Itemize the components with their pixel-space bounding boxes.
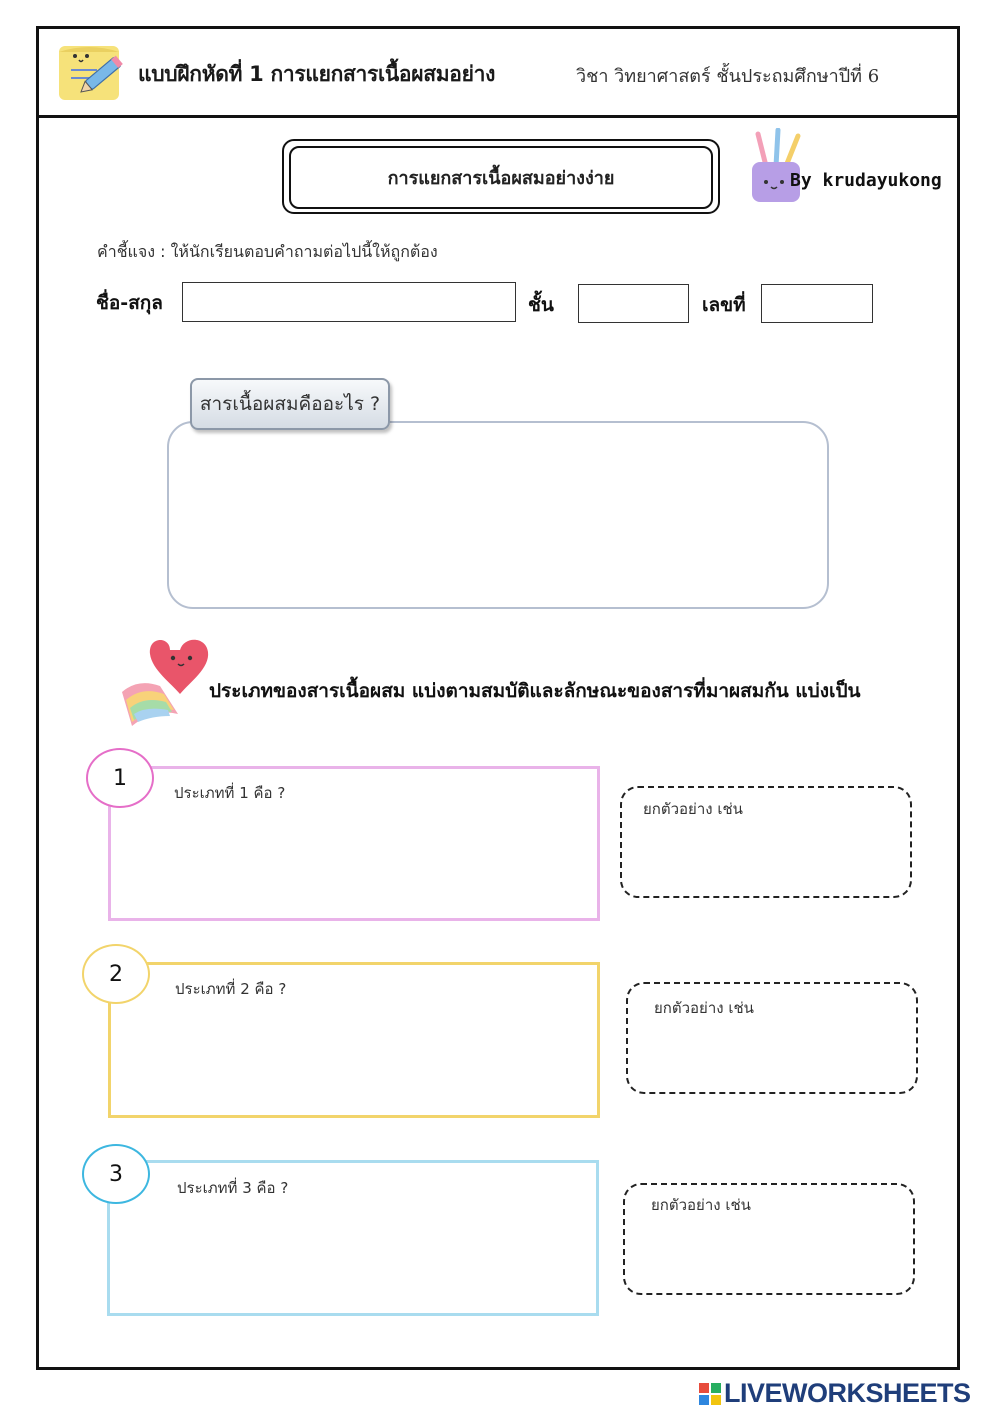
liveworksheets-logo: [698, 1378, 971, 1409]
heart-rainbow-icon: [118, 630, 210, 730]
pencil-cup-icon: [748, 128, 808, 204]
header-divider: [36, 115, 960, 118]
class-input[interactable]: [578, 284, 689, 323]
liveworksheets-logo-icon: [698, 1382, 722, 1406]
note-pencil-icon: [57, 40, 127, 102]
type-2-example-label: ยกตัวอย่าง เช่น: [654, 999, 754, 1017]
type-1-number: 1: [86, 748, 154, 808]
topic-title: การแยกสารเนื้อผสมอย่างง่าย: [289, 146, 713, 209]
footer-brand: LIVEWORKSHEETS: [724, 1378, 971, 1408]
type-3-question: ประเภทที่ 3 คือ ?: [177, 1179, 289, 1197]
question-answer-box[interactable]: [167, 421, 829, 609]
type-1-example-label: ยกตัวอย่าง เช่น: [643, 800, 743, 818]
question-label: สารเนื้อผสมคืออะไร ?: [190, 378, 390, 430]
class-label: ชั้น: [528, 294, 554, 316]
types-heading: ประเภทของสารเนื้อผสม แบ่งตามสมบัติและลักษณะของสารที่มาผสมกัน แบ่งเป็น: [209, 680, 861, 702]
type-1-question: ประเภทที่ 1 คือ ?: [174, 784, 286, 802]
worksheet-title: แบบฝึกหัดที่ 1 การแยกสารเนื้อผสมอย่าง: [138, 62, 496, 86]
name-input[interactable]: [182, 282, 516, 322]
number-input[interactable]: [761, 284, 873, 323]
type-3-example-label: ยกตัวอย่าง เช่น: [651, 1196, 751, 1214]
instruction-text: คำชี้แจง : ให้นักเรียนตอบคำถามต่อไปนี้ให้ถูกต้อง: [97, 242, 438, 261]
subject-line: วิชา วิทยาศาสตร์ ชั้นประถมศึกษาปีที่ 6: [576, 66, 880, 87]
type-2-question: ประเภทที่ 2 คือ ?: [175, 980, 287, 998]
name-label: ชื่อ-สกุล: [96, 292, 163, 314]
type-3-number: 3: [82, 1144, 150, 1204]
author-byline: By krudayukong: [790, 170, 942, 191]
type-2-number: 2: [82, 944, 150, 1004]
number-label: เลขที่: [702, 294, 746, 316]
